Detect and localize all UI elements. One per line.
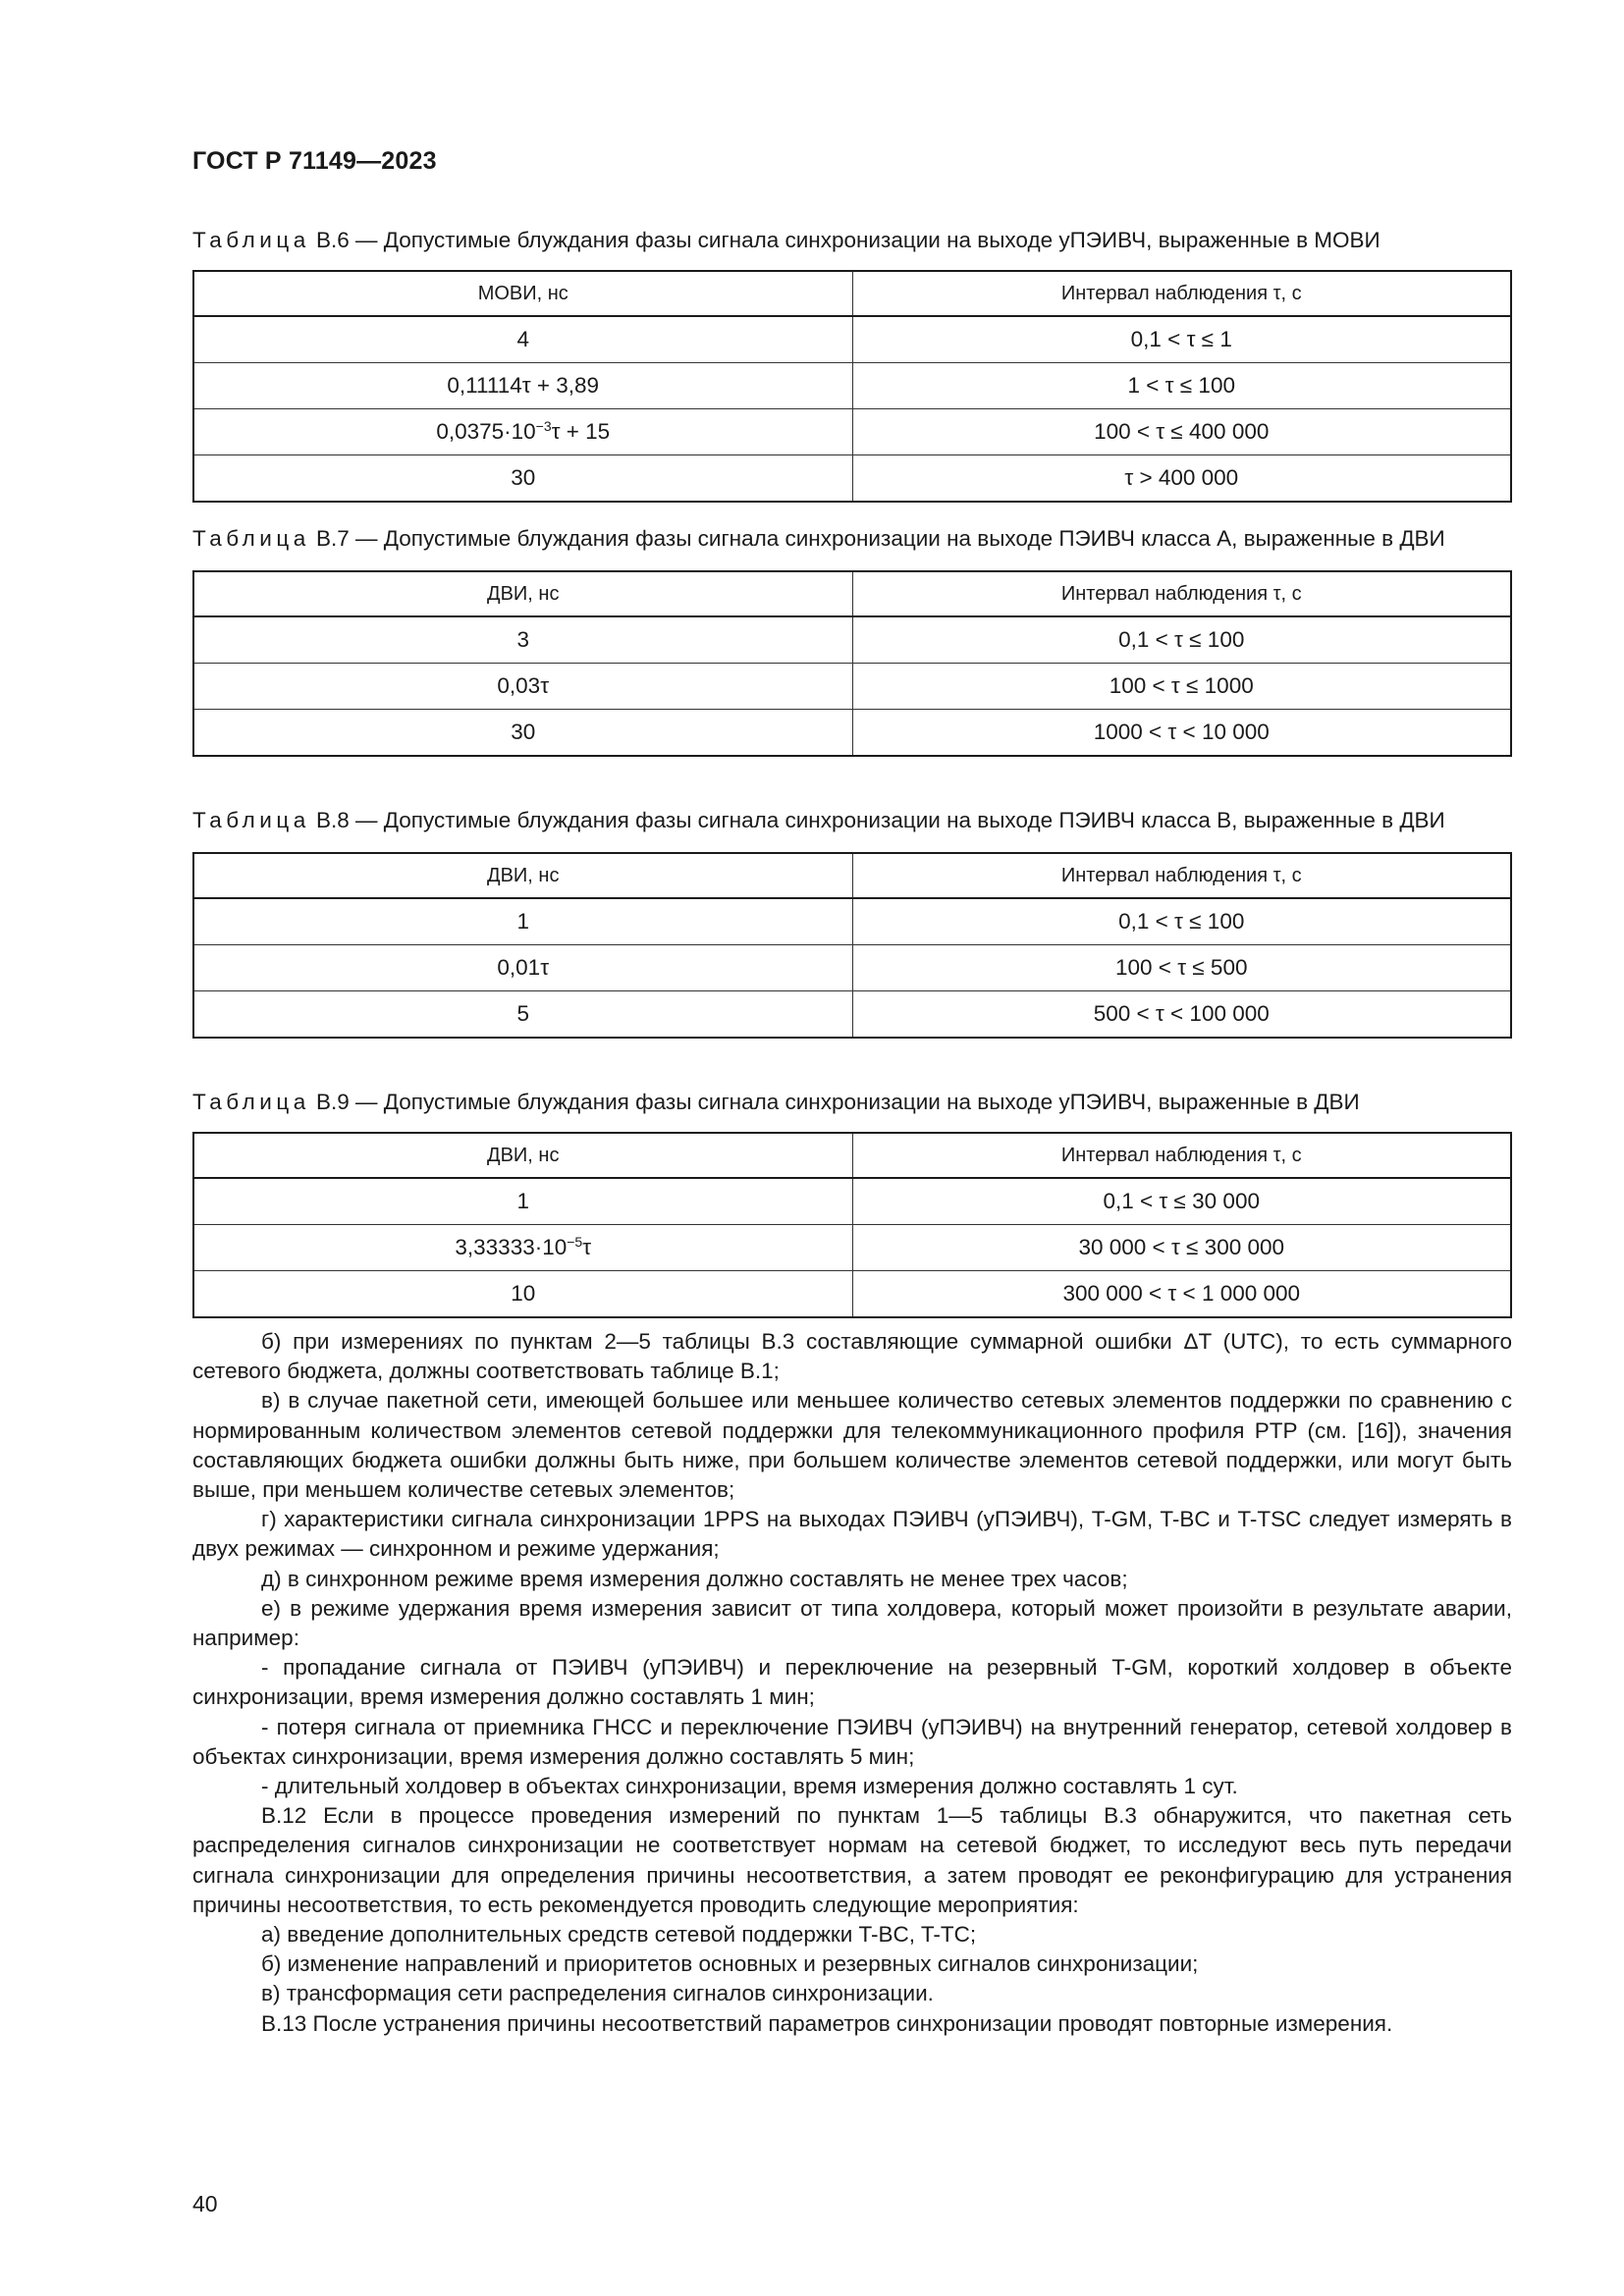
table-b9 xyxy=(192,1132,1512,1318)
paragraph: В.13 После устранения причины несоответствий параметров синхронизации проводят повторные измерения. xyxy=(261,2010,1393,2036)
table-caption-text: В.9 — Допустимые блуждания фазы сигнала синхронизации на выходе уПЭИВЧ, выраженные в ДВИ xyxy=(316,1090,1360,1114)
list-item: в) трансформация сети распределения сигналов синхронизации. xyxy=(261,1981,934,2006)
table-caption-text: В.8 — Допустимые блуждания фазы сигнала синхронизации на выходе ПЭИВЧ класса В, выраженные в ДВИ xyxy=(316,808,1445,832)
table-caption-word: Таблица xyxy=(192,526,310,551)
table-b8 xyxy=(192,852,1512,1039)
table-caption xyxy=(192,226,1512,254)
table-cell: 5 xyxy=(193,991,852,1039)
paragraph: д) в синхронном режиме время измерения должно составлять не менее трех часов; xyxy=(261,1566,1128,1591)
table-row xyxy=(193,1271,1511,1318)
paragraph: е) в режиме удержания время измерения зависит от типа холдовера, который может произойти в результате аварии, например: xyxy=(192,1595,1512,1651)
table-header-cell: Интервал наблюдения τ, с xyxy=(852,1133,1511,1178)
table-cell: 0,1 < τ ≤ 100 xyxy=(852,898,1511,945)
table-row xyxy=(193,616,1511,664)
table-cell: 1 xyxy=(193,898,852,945)
table-cell: 1 < τ ≤ 100 xyxy=(852,363,1511,409)
list-item: б) изменение направлений и приоритетов основных и резервных сигналов синхронизации; xyxy=(261,1951,1199,1977)
exponent: −5 xyxy=(567,1234,583,1250)
table-cell: 300 000 < τ < 1 000 000 xyxy=(852,1271,1511,1318)
table-cell: 30 xyxy=(193,710,852,757)
table-header-row xyxy=(193,271,1511,316)
table-cell: 0,1 < τ ≤ 100 xyxy=(852,616,1511,664)
list-item: - пропадание сигнала от ПЭИВЧ (уПЭИВЧ) и переключение на резервный T-GM, короткий холдовер в объекте синхронизации, время измерения должно составлять 1 мин; xyxy=(192,1655,1512,1710)
table-row xyxy=(193,1178,1511,1225)
page-number: 40 xyxy=(192,2191,218,2216)
table-row xyxy=(193,316,1511,363)
table-b6 xyxy=(192,270,1512,503)
table-row xyxy=(193,409,1511,455)
paragraph: г) характеристики сигнала синхронизации 1PPS на выходах ПЭИВЧ (уПЭИВЧ), T-GM, T-BC и T-TSC следует измерять в двух режимах — синхронном и режиме удержания; xyxy=(192,1507,1512,1562)
table-b6-block xyxy=(192,226,1512,503)
table-cell: 10 xyxy=(193,1271,852,1318)
table-cell: 500 < τ < 100 000 xyxy=(852,991,1511,1039)
body-text xyxy=(192,1327,1512,2039)
table-cell: 0,1 < τ ≤ 1 xyxy=(852,316,1511,363)
table-cell: 1000 < τ < 10 000 xyxy=(852,710,1511,757)
list-item: - длительный холдовер в объектах синхронизации, время измерения должно составлять 1 сут. xyxy=(261,1774,1238,1799)
table-caption-text: В.6 — Допустимые блуждания фазы сигнала синхронизации на выходе уПЭИВЧ, выраженные в МОВИ xyxy=(316,228,1380,252)
paragraph: в) в случае пакетной сети, имеющей большее или меньшее количество сетевых элементов поддержки по сравнению с нормированным количеством элементов сетевой поддержки для телекоммуникационного профиля PTP (см. [16]), значения составляющих бюджета ошибки должны быть ниже, при большем количестве элементов сетевой поддержки, или могут быть выше, при меньшем количестве сетевых элементов; xyxy=(192,1388,1512,1503)
table-cell: 100 < τ ≤ 500 xyxy=(852,945,1511,991)
table-row xyxy=(193,991,1511,1039)
table-header-cell: Интервал наблюдения τ, с xyxy=(852,853,1511,898)
table-cell: 30 000 < τ ≤ 300 000 xyxy=(852,1225,1511,1271)
exponent: −3 xyxy=(535,418,552,434)
table-b9-block xyxy=(192,1088,1512,1318)
table-cell: 0,01τ xyxy=(193,945,852,991)
table-caption-text: В.7 — Допустимые блуждания фазы сигнала синхронизации на выходе ПЭИВЧ класса А, выраженные в ДВИ xyxy=(316,526,1445,551)
table-b7 xyxy=(192,570,1512,757)
table-b8-block xyxy=(192,806,1512,1039)
paragraph: б) при измерениях по пунктам 2—5 таблицы В.3 составляющие суммарной ошибки ΔT (UTC), то есть суммарного сетевого бюджета, должны соответствовать таблице В.1; xyxy=(192,1329,1512,1384)
table-caption-word: Таблица xyxy=(192,228,310,252)
table-cell: 30 xyxy=(193,455,852,503)
table-cell: 0,03τ xyxy=(193,664,852,710)
table-row xyxy=(193,363,1511,409)
table-row xyxy=(193,1225,1511,1271)
table-cell: τ > 400 000 xyxy=(852,455,1511,503)
table-cell: 0,1 < τ ≤ 30 000 xyxy=(852,1178,1511,1225)
table-header-row xyxy=(193,571,1511,616)
table-row xyxy=(193,710,1511,757)
table-cell: 100 < τ ≤ 1000 xyxy=(852,664,1511,710)
table-cell: 4 xyxy=(193,316,852,363)
table-caption xyxy=(192,524,1512,553)
table-row xyxy=(193,664,1511,710)
table-header-cell: Интервал наблюдения τ, с xyxy=(852,571,1511,616)
table-cell: 100 < τ ≤ 400 000 xyxy=(852,409,1511,455)
document-id-header: ГОСТ Р 71149—2023 xyxy=(192,147,437,175)
table-cell-formula: $0,0375\cdot 10^{-3}\tau + 15$ xyxy=(193,409,852,455)
table-header-cell: ДВИ, нс xyxy=(193,853,852,898)
table-caption xyxy=(192,1088,1512,1116)
table-header-cell: ДВИ, нс xyxy=(193,571,852,616)
table-header-cell: Интервал наблюдения τ, с xyxy=(852,271,1511,316)
table-caption-word: Таблица xyxy=(192,1090,310,1114)
table-caption-word: Таблица xyxy=(192,808,310,832)
list-item: - потеря сигнала от приемника ГНСС и переключение ПЭИВЧ (уПЭИВЧ) на внутренний генератор, сетевой холдовер в объектах синхронизации, время измерения должно составлять 5 мин; xyxy=(192,1714,1512,1769)
table-cell-formula: $3,33333\cdot 10^{-5}\tau$ xyxy=(193,1225,852,1271)
table-row xyxy=(193,945,1511,991)
list-item: а) введение дополнительных средств сетевой поддержки T-BC, T-TC; xyxy=(261,1922,977,1948)
paragraph: В.12 Если в процессе проведения измерений по пунктам 1—5 таблицы В.3 обнаружится, что пакетная сеть распределения сигналов синхронизации не соответствует нормам на сетевой бюджет, то исследуют весь путь передачи сигнала синхронизации для определения причины несоответствия, а затем проводят ее реконфигурацию для устранения причины несоответствия, то есть рекомендуется проводить следующие мероприятия: xyxy=(192,1803,1512,1917)
table-row xyxy=(193,455,1511,503)
table-header-row xyxy=(193,1133,1511,1178)
table-cell: 1 xyxy=(193,1178,852,1225)
table-caption xyxy=(192,806,1512,834)
table-header-cell: МОВИ, нс xyxy=(193,271,852,316)
table-header-cell: ДВИ, нс xyxy=(193,1133,852,1178)
table-row xyxy=(193,898,1511,945)
table-header-row xyxy=(193,853,1511,898)
table-b7-block xyxy=(192,524,1512,757)
table-cell: 3 xyxy=(193,616,852,664)
table-cell: 0,11114τ + 3,89 xyxy=(193,363,852,409)
